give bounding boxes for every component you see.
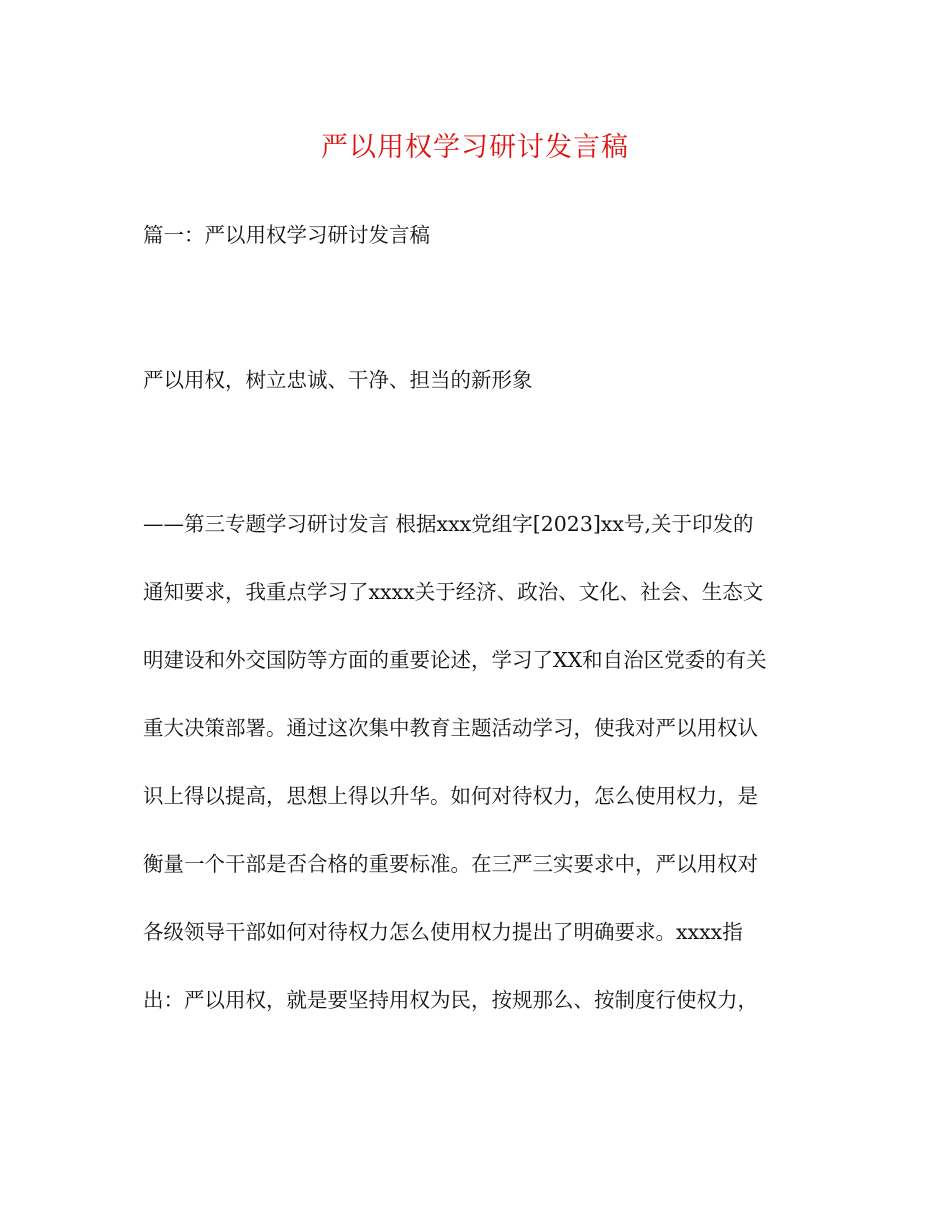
- body-line: 重大决策部署。通过这次集中教育主题活动学习，使我对严以用权认: [143, 716, 758, 740]
- body-line: ——第三专题学习研讨发言 根据xxx党组字[2023]xx号,关于印发的: [143, 512, 754, 536]
- document-subtitle: 篇一：严以用权学习研讨发言稿: [143, 223, 430, 247]
- body-line: 通知要求，我重点学习了xxxx关于经济、政治、文化、社会、生态文: [143, 580, 764, 604]
- body-line: 衡量一个干部是否合格的重要标准。在三严三实要求中，严以用权对: [143, 852, 758, 876]
- body-line: 明建设和外交国防等方面的重要论述，学习了XX和自治区党委的有关: [143, 648, 767, 672]
- body-paragraph: [143, 509, 813, 1053]
- body-line: 各级领导干部如何对待权力怎么使用权力提出了明确要求。xxxx指: [143, 920, 743, 944]
- body-line: 识上得以提高，思想上得以升华。如何对待权力，怎么使用权力，是: [143, 784, 758, 808]
- document-title: 严以用权学习研讨发言稿: [321, 132, 629, 163]
- body-line: 出：严以用权，就是要坚持用权为民，按规那么、按制度行使权力，: [143, 988, 758, 1012]
- section-heading: 严以用权，树立忠诚、干净、担当的新形象: [143, 368, 533, 392]
